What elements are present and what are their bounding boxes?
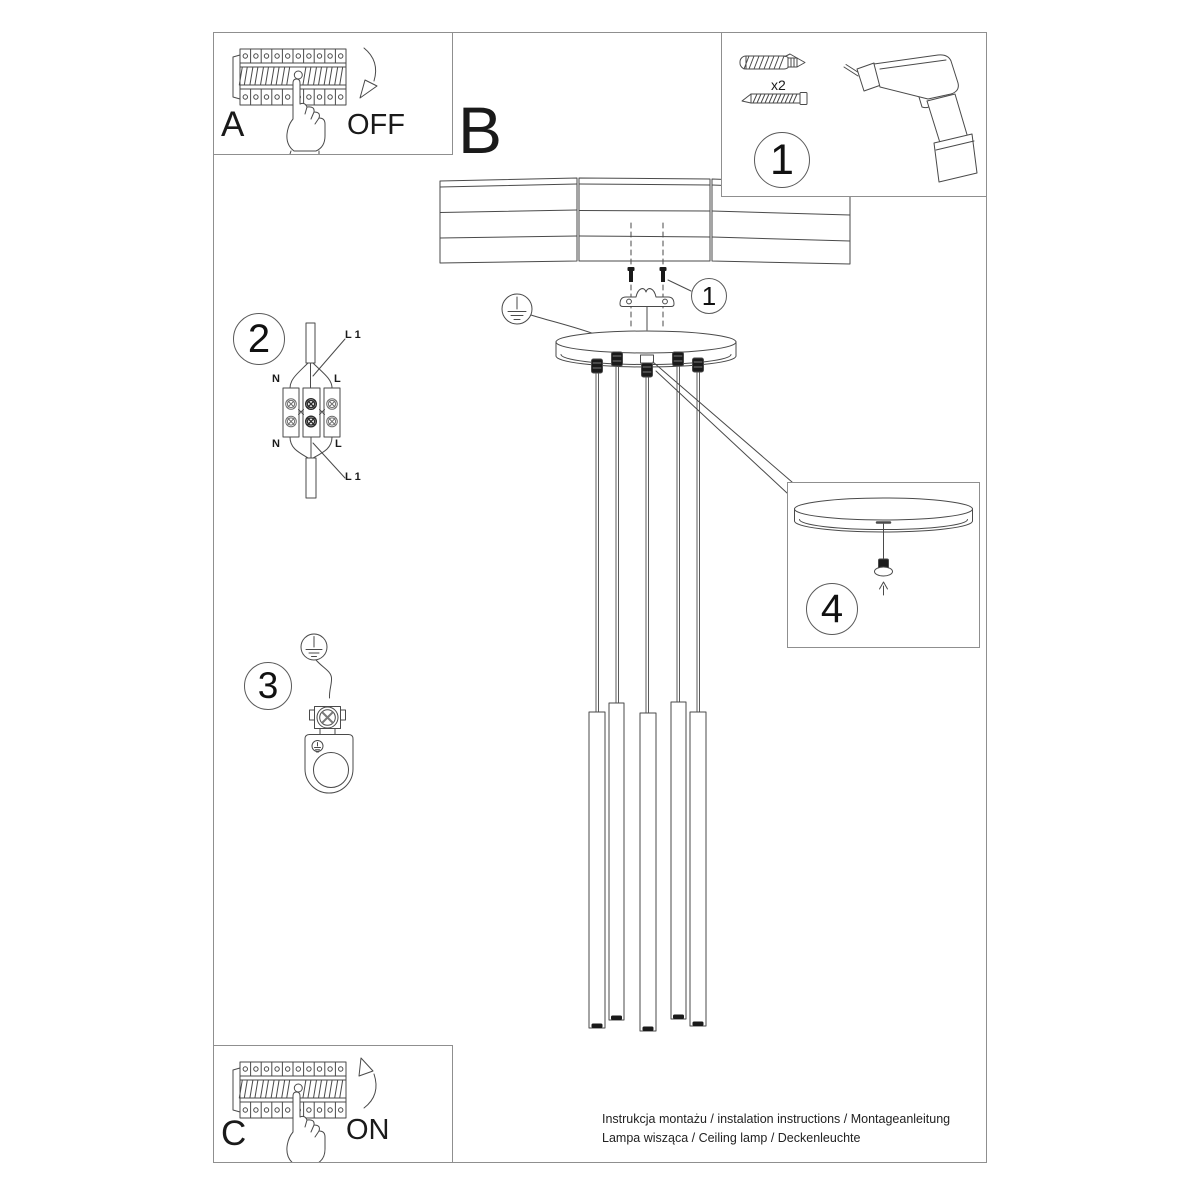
drill-icon	[844, 55, 977, 182]
step2-number: 2	[233, 313, 285, 365]
wire-label-l-bottom: L	[335, 438, 342, 450]
pendant-cables	[596, 366, 700, 713]
push-up-arrow-icon	[880, 582, 888, 595]
detail-callout-leaders	[653, 362, 792, 493]
screw-icon	[742, 93, 807, 105]
panel-step1-tools	[721, 32, 987, 197]
wire-label-n-bottom: N	[272, 438, 280, 450]
panel-b-label: B	[458, 93, 503, 167]
circuit-breaker-icon	[233, 49, 346, 154]
quantity-label: x2	[771, 77, 786, 93]
bracket-callout-number: 1	[691, 278, 727, 314]
wire-label-l1-top: L 1	[345, 329, 361, 341]
footer-caption	[602, 1110, 950, 1147]
earth-connector-icon	[301, 634, 353, 793]
wire-label-n-top: N	[272, 373, 280, 385]
panel-step4-detail	[787, 482, 980, 648]
panel-a-artwork	[214, 33, 452, 154]
step1-number: 1	[754, 132, 810, 188]
ground-wire	[531, 315, 597, 335]
panel-c-action-label: ON	[346, 1114, 390, 1146]
panel-a-action-label: OFF	[347, 109, 405, 141]
bracket-callout-leader	[668, 280, 691, 291]
cable-gland-icon	[875, 559, 893, 576]
panel-a-power-off	[213, 32, 453, 155]
mounting-screws-icon	[628, 267, 667, 282]
wall-plug-icon	[740, 54, 805, 69]
pendant-tubes-icon	[589, 702, 706, 1031]
panel-a-label: A	[221, 105, 245, 144]
mounting-bracket-icon	[620, 289, 674, 307]
step4-number: 4	[806, 583, 858, 635]
curved-arrow-down-icon	[360, 48, 377, 98]
panel-c-artwork	[214, 1046, 452, 1162]
panel-c-power-on	[213, 1045, 453, 1163]
footer-line-2: Lampa wisząca / Ceiling lamp / Deckenleuchte	[602, 1130, 861, 1145]
footer-line-1: Instrukcja montażu / instalation instructions / Montageanleitung	[602, 1112, 951, 1126]
panel-c-label: C	[221, 1114, 247, 1153]
curved-arrow-up-icon	[359, 1058, 376, 1108]
earth-ground-icon	[502, 294, 532, 324]
terminal-block-icon	[283, 323, 345, 498]
wire-label-l1-bottom: L 1	[345, 471, 361, 483]
cable-glands-icon	[592, 352, 704, 377]
wire-label-l-top: L	[334, 373, 341, 385]
step3-number: 3	[244, 662, 292, 710]
